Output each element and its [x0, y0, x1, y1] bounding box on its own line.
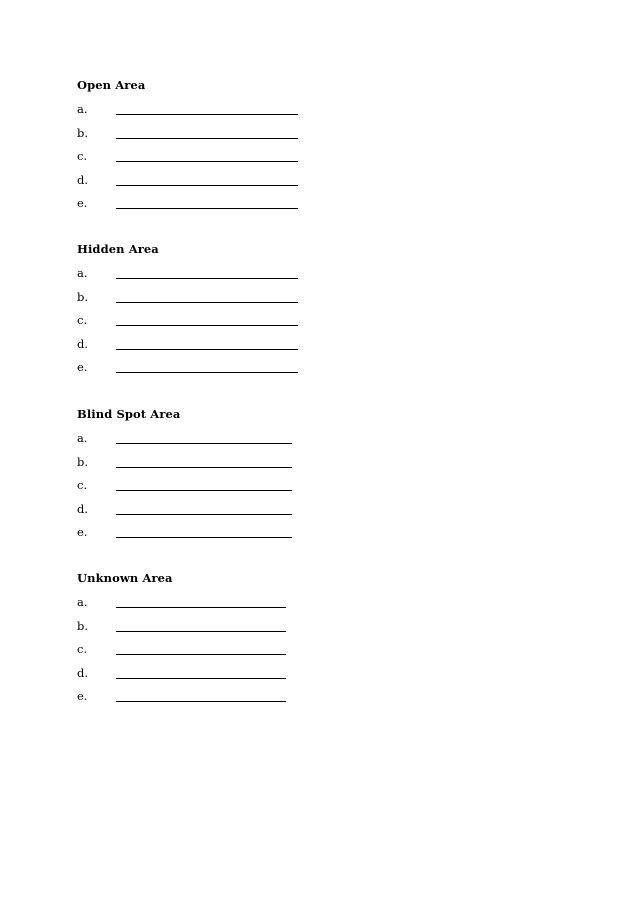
answer-blank-line	[116, 325, 298, 326]
answer-blank-line	[116, 278, 298, 279]
list-item	[77, 102, 317, 126]
answer-blank-line	[116, 161, 298, 162]
item-letter: a.	[77, 431, 88, 445]
list-item	[77, 455, 317, 479]
item-letter: e.	[77, 360, 88, 375]
item-letter: d.	[77, 501, 89, 516]
answer-blank-line	[116, 514, 292, 515]
item-letter: b.	[77, 454, 89, 469]
list-item	[77, 149, 317, 173]
answer-blank-line	[116, 185, 298, 186]
list-item	[77, 478, 317, 502]
section-hidden-area	[77, 242, 317, 384]
answer-blank-line	[116, 302, 298, 303]
answer-blank-line	[116, 701, 286, 702]
answer-blank-line	[116, 138, 298, 139]
section-open-area	[77, 78, 317, 220]
list-item	[77, 360, 317, 384]
answer-blank-line	[116, 631, 286, 632]
section-blind-spot-area	[77, 407, 317, 549]
item-letter: d.	[77, 336, 89, 351]
item-letter: e.	[77, 196, 88, 211]
list-item	[77, 642, 317, 666]
item-letter: e.	[77, 525, 88, 540]
item-letter: e.	[77, 689, 88, 704]
list-item	[77, 502, 317, 526]
list-item	[77, 266, 317, 290]
list-item	[77, 173, 317, 197]
list-item	[77, 313, 317, 337]
list-item	[77, 337, 317, 361]
list-item	[77, 666, 317, 690]
answer-blank-line	[116, 114, 298, 115]
item-letter: a.	[77, 102, 88, 116]
item-letter: c.	[77, 478, 88, 493]
section-title: Unknown Area	[77, 571, 173, 585]
section-title: Blind Spot Area	[77, 407, 181, 421]
answer-blank-line	[116, 607, 286, 608]
list-item	[77, 290, 317, 314]
item-letter: c.	[77, 642, 88, 657]
answer-blank-line	[116, 467, 292, 468]
item-letter: d.	[77, 172, 89, 187]
list-item	[77, 431, 317, 455]
list-item	[77, 689, 317, 713]
list-item	[77, 619, 317, 643]
item-letter: c.	[77, 313, 88, 328]
item-letter: a.	[77, 266, 88, 280]
answer-blank-line	[116, 372, 298, 373]
answer-blank-line	[116, 443, 292, 444]
answer-blank-line	[116, 208, 298, 209]
answer-blank-line	[116, 654, 286, 655]
section-title: Open Area	[77, 78, 146, 92]
answer-blank-line	[116, 537, 292, 538]
list-item	[77, 595, 317, 619]
list-item	[77, 126, 317, 150]
answer-blank-line	[116, 349, 298, 350]
section-unknown-area	[77, 571, 317, 713]
item-letter: d.	[77, 665, 89, 680]
item-letter: b.	[77, 618, 89, 633]
section-title: Hidden Area	[77, 242, 159, 256]
item-letter: b.	[77, 289, 89, 304]
item-letter: a.	[77, 595, 88, 609]
list-item	[77, 525, 317, 549]
item-letter: c.	[77, 149, 88, 164]
list-item	[77, 196, 317, 220]
answer-blank-line	[116, 490, 292, 491]
item-letter: b.	[77, 125, 89, 140]
answer-blank-line	[116, 678, 286, 679]
